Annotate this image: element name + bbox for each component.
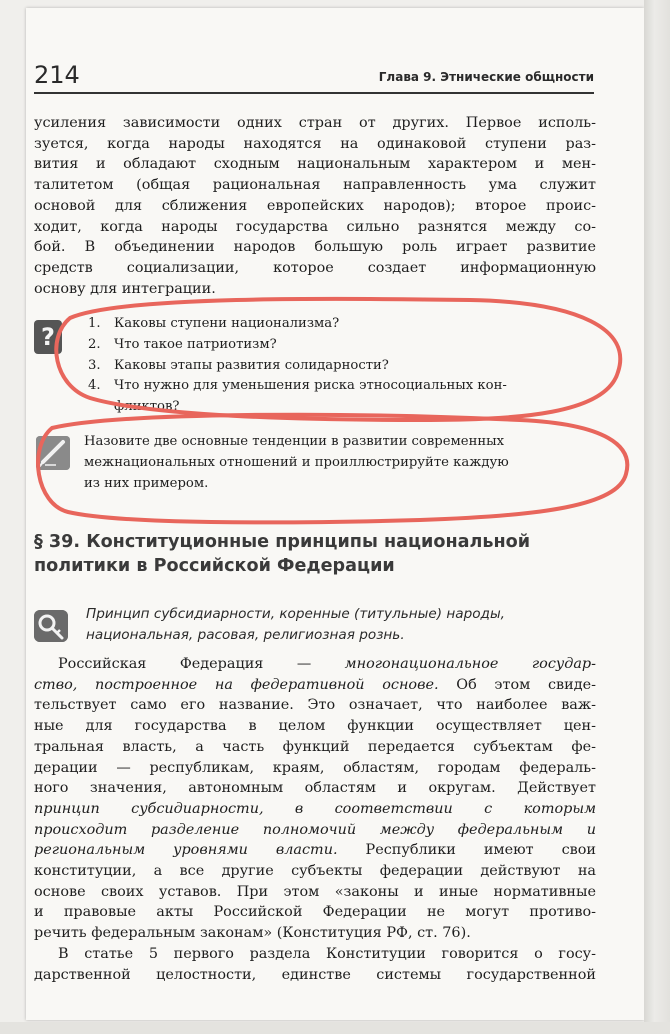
text-fragment-italic: ство, построенное на федеративной основе. [34,676,439,693]
text-line: В статье 5 первого раздела Конституции говорится о госу- [58,945,596,962]
text-line: дарственной целостности, единстве системы государственной [34,966,596,983]
text-line: основой для сближения европейских народов); второе проис- [34,197,596,214]
text-line: основе своих уставов. При этом «законы и иные нормативные [34,883,596,900]
text-line: конституции, а все другие субъекты федерации действуют на [34,863,596,880]
text-fragment: Республики имеют свои [337,842,597,859]
pencil-icon [36,436,70,470]
page-bottom-edge [0,1022,670,1034]
task-text [84,432,594,494]
key-icon [34,610,68,642]
chapter-title: Глава 9. Этнические общности [378,70,594,84]
text-fragment: Российская Федерация — [58,656,345,672]
text-line: зуется, когда народы находятся на одинаковой ступени раз- [34,135,596,152]
question-text: Что нужно для уменьшения риска этносоциальных кон- [114,378,507,394]
questions-list [88,314,588,418]
text-line: принцип субсидиарности, в соответствии с которым [34,800,596,817]
question-text: Каковы ступени национализма? [114,316,340,331]
page-header [34,60,594,94]
text-line: речить федеральным законам» (Конституция РФ, ст. 76). [34,925,471,942]
question-text: Что такое патриотизм? [114,336,277,352]
question-item [88,356,588,377]
text-fragment-italic: многонациональное государ- [344,656,597,672]
text-fragment: Об этом свиде- [438,676,596,693]
text-line: усиления зависимости одних стран от других. Первое исполь- [34,115,596,131]
text-line: тельствует само его название. Это означает, что наиболее важ- [34,697,596,714]
text-fragment-italic: региональным уровнями власти. [34,842,338,859]
text-line: межнациональных отношений и проиллюстрируйте каждую [84,454,509,470]
keywords-line: национальная, расовая, религиозная рознь. [86,626,405,643]
text-line [34,654,596,675]
question-number: 1. [88,316,101,331]
question-continuation: фликтов? [114,399,180,415]
text-line [34,840,596,861]
question-number: 2. [88,336,101,352]
question-text: Каковы этапы развития солидарности? [114,357,389,373]
question-number: 3. [88,357,101,373]
text-line: средств социализации, которое создает информационную [34,259,596,276]
text-line: и правовые акты Российской Федерации не могут противо- [34,904,596,921]
text-line: происходит разделение полномочий между федеральным и [34,821,596,838]
text-line: Назовите две основные тенденции в развитии современных [84,434,505,449]
intro-paragraph [34,113,596,299]
text-line: талитетом (общая рациональная направленность ума служит [34,177,596,194]
keywords-line: Принцип субсидиарности, коренные (титульные) народы, [86,606,506,622]
question-item [88,376,588,397]
page-number: 214 [34,61,80,89]
text-line: тральная власть, а часть функций передается субъектам фе- [34,738,596,755]
question-icon: ? [34,320,62,354]
text-line: ходит, когда народы государства сильно разнятся между со- [34,218,596,235]
section-title [34,530,604,578]
text-line: из них примером. [84,475,209,491]
question-item [88,335,588,356]
text-line: ного значения, автономным областям и округам. Действует [34,780,596,797]
text-line [34,675,596,696]
text-line: основу для интеграции. [34,280,216,297]
text-line: вития и обладают сходным национальным характером и мен- [34,156,596,173]
section-title-line: § 39. Конституционные принципы национальной [34,532,531,552]
page-edge [644,0,670,1034]
text-line: ные для государства в целом функции осуществляет цен- [34,718,596,735]
text-line: дерации — республикам, краям, областям, городам федераль- [34,759,596,776]
section-title-line: политики в Российской Федерации [34,556,395,576]
question-item [88,314,588,335]
keywords [86,604,606,645]
text-line: бой. В объединении народов большую роль играет развитие [34,239,596,256]
main-paragraph [34,654,596,985]
question-number: 4. [88,378,101,394]
